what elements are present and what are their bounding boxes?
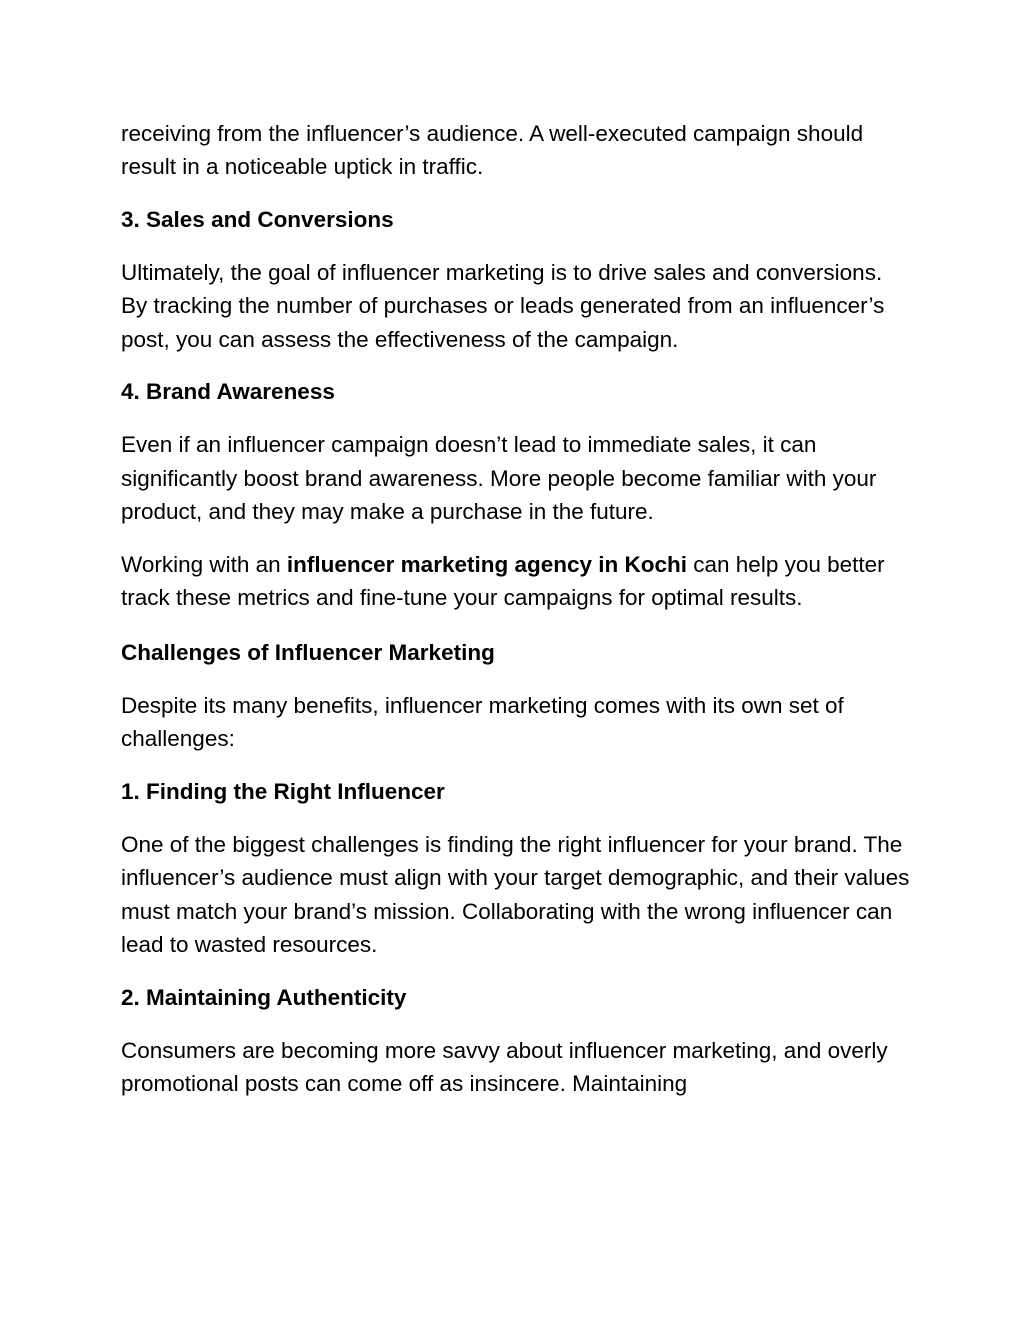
heading-maintaining-authenticity: 2. Maintaining Authenticity	[121, 984, 407, 1010]
agency-text-before: Working with an	[121, 551, 287, 577]
heading-challenges: Challenges of Influencer Marketing	[121, 639, 495, 665]
paragraph-challenges: Despite its many benefits, influencer marketing comes with its own set of challenges:	[121, 693, 844, 752]
paragraph-maintaining-authenticity: Consumers are becoming more savvy about influencer marketing, and overly promotional posts can come off as insincere. Maintaining	[121, 1037, 888, 1096]
heading-sales-conversions: 3. Sales and Conversions	[121, 206, 394, 232]
heading-finding-influencer: 1. Finding the Right Influencer	[121, 779, 445, 805]
paragraph-sales-conversions: Ultimately, the goal of influencer marketing is to drive sales and conversions. By tracking the number of purchases or leads generated from an influencer’s post, you can assess the effectiveness of the campaign.	[121, 260, 885, 352]
paragraph-agency	[121, 548, 911, 614]
agency-keyword: influencer marketing agency in Kochi	[286, 551, 688, 577]
agency-text-after: can help you better track these metrics and fine-tune your campaigns for optimal results.	[121, 551, 885, 610]
paragraph-finding-influencer: One of the biggest challenges is finding the right influencer for your brand. The influencer’s audience must align with your target demographic, and their values must match your brand’s mission. Collaborating with the wrong influencer can lead to wasted resources.	[121, 832, 910, 957]
document-page	[121, 117, 911, 1120]
heading-brand-awareness: 4. Brand Awareness	[121, 379, 335, 405]
paragraph-traffic: receiving from the influencer’s audience. A well-executed campaign should result in a noticeable uptick in traffic.	[121, 121, 864, 180]
paragraph-brand-awareness: Even if an influencer campaign doesn’t lead to immediate sales, it can significantly boost brand awareness. More people become familiar with your product, and they may make a purchase in the future.	[121, 432, 877, 524]
